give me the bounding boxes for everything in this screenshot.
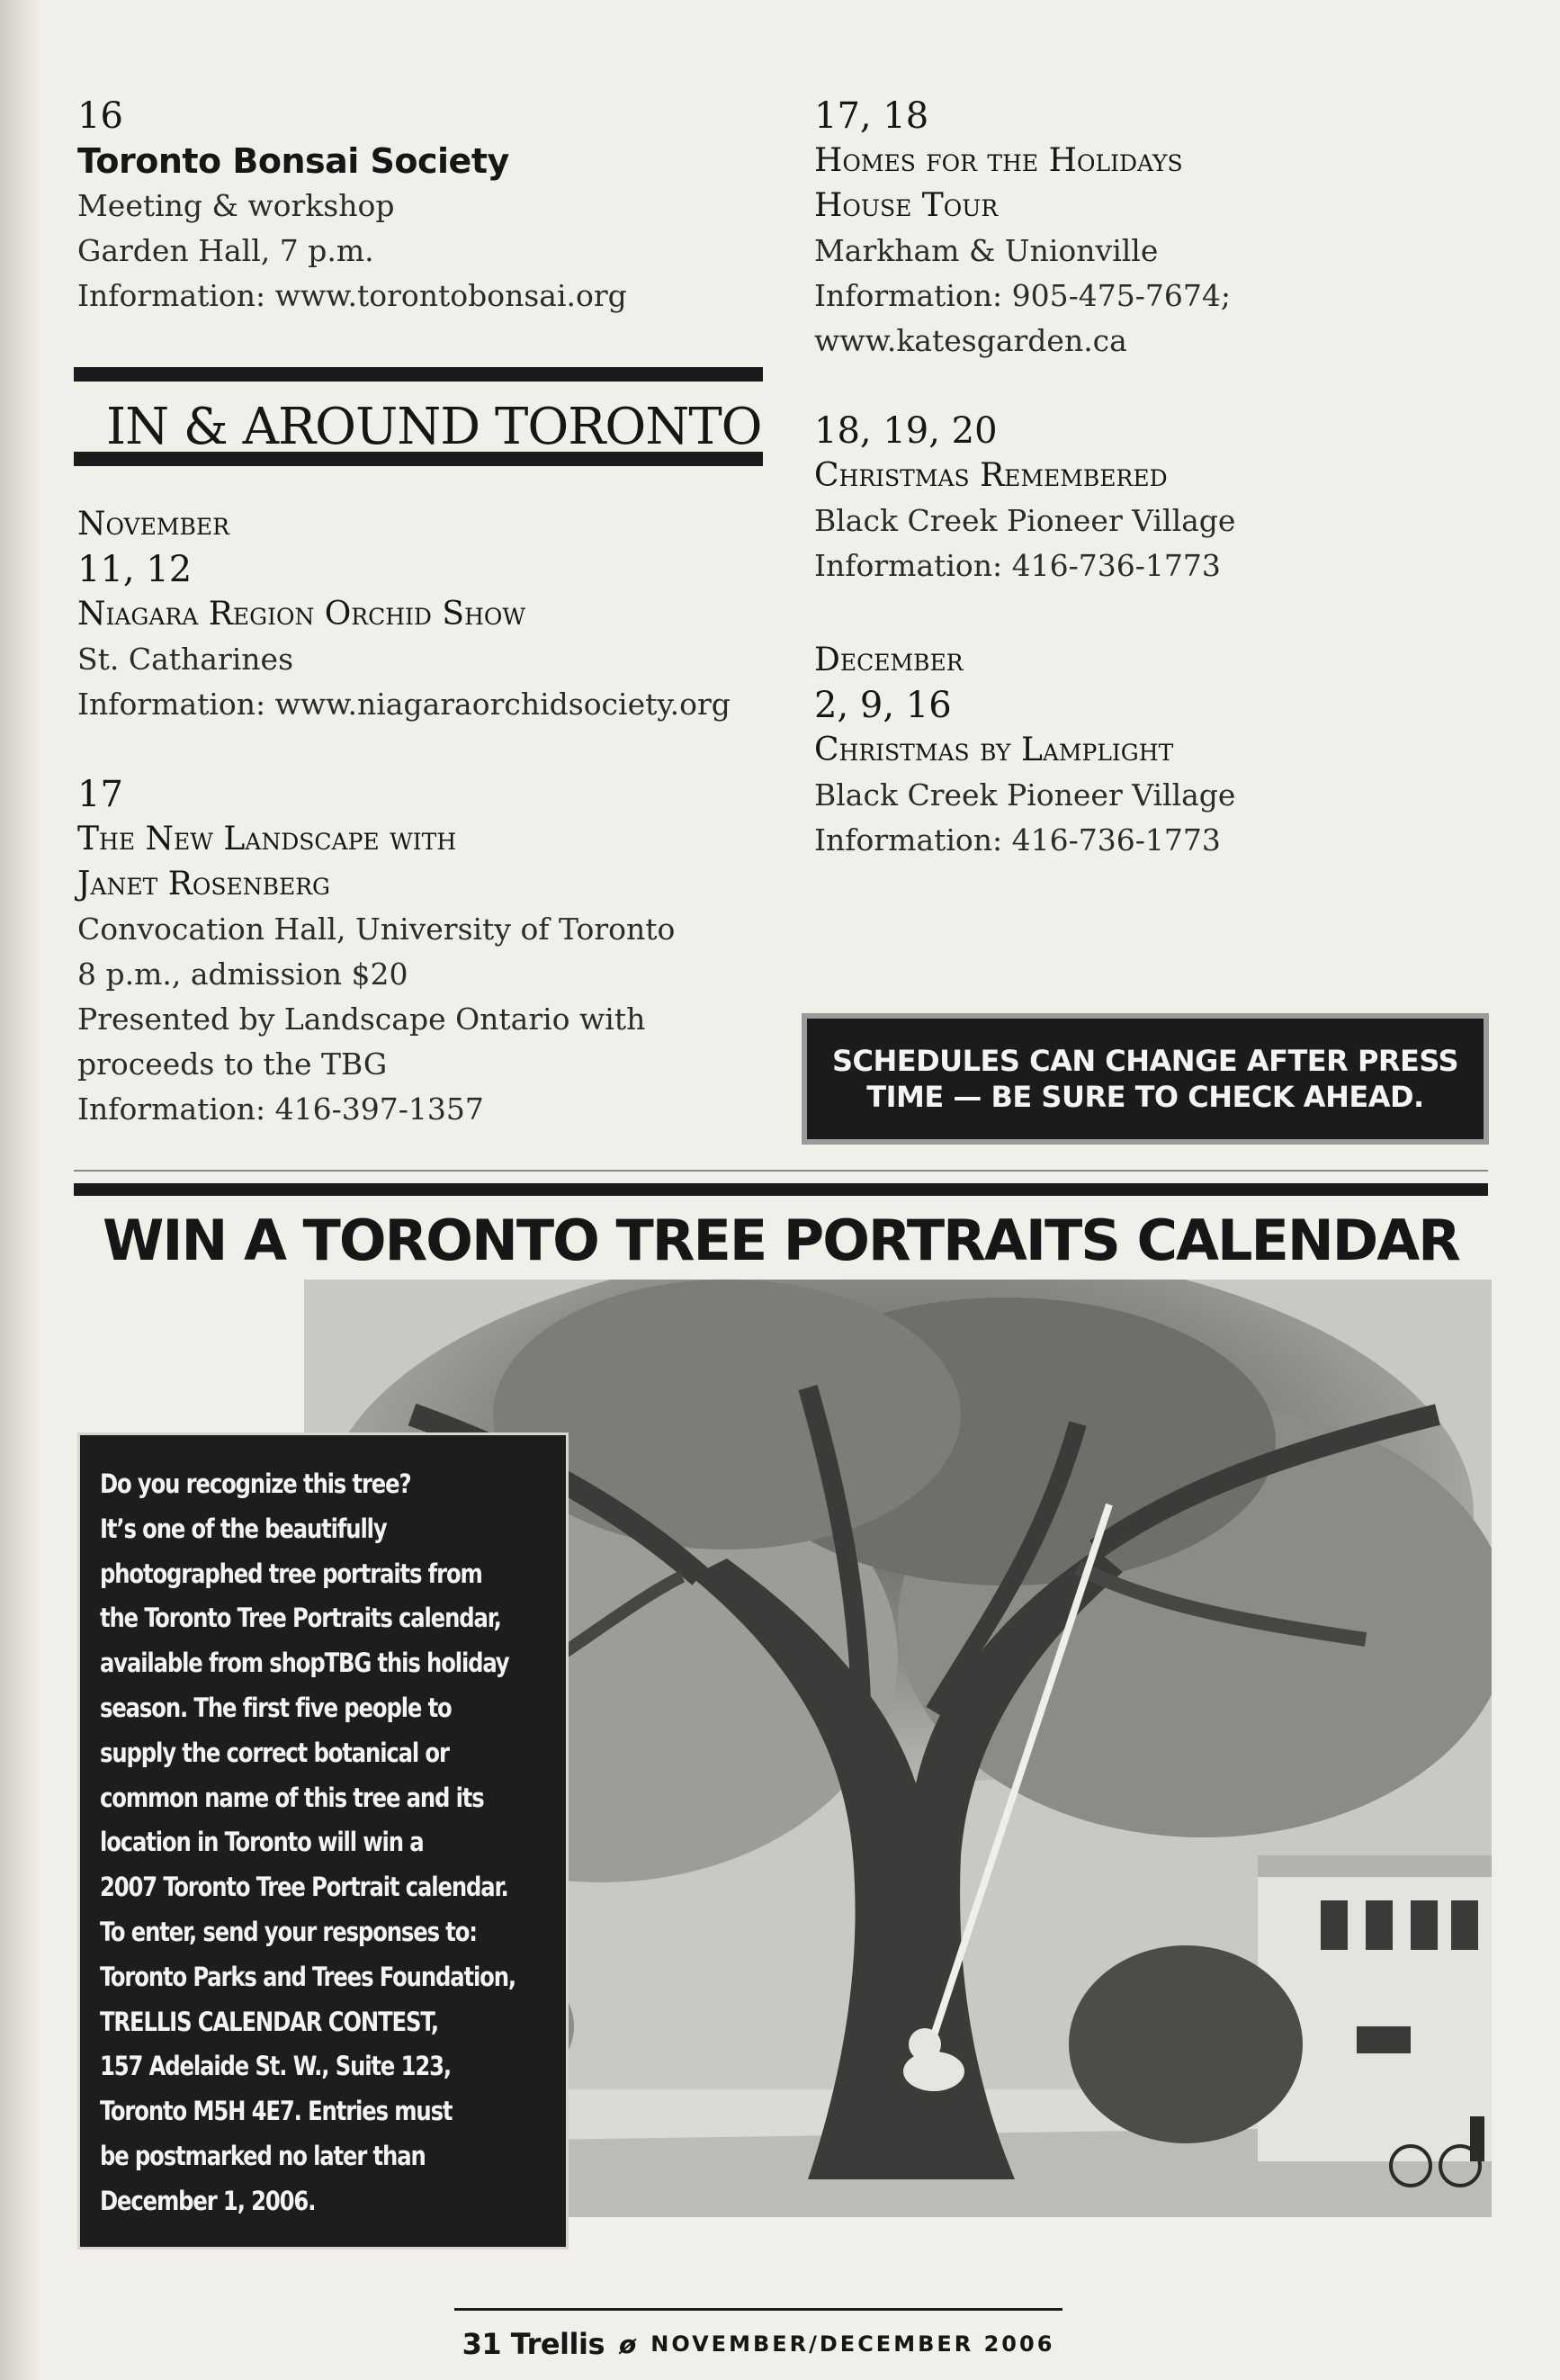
event-detail: Black Creek Pioneer Village xyxy=(814,503,1236,538)
event-detail: St. Catharines xyxy=(77,642,294,677)
event-detail: Meeting & workshop xyxy=(77,188,395,223)
event-date: 2, 9, 16 xyxy=(814,685,952,726)
contest-line: be postmarked no later than xyxy=(100,2140,426,2171)
contest-info-box xyxy=(77,1432,569,2250)
event-detail: proceeds to the TBG xyxy=(77,1046,388,1082)
event-homes xyxy=(814,94,1498,364)
event-bonsai xyxy=(77,94,761,319)
month-december xyxy=(814,638,1498,683)
event-detail: Information: 905-475-7674; xyxy=(814,278,1232,313)
event-title: Christmas by Lamplight xyxy=(814,732,1174,768)
event-detail: Convocation Hall, University of Toronto xyxy=(77,912,676,947)
issue-date: NOVEMBER/DECEMBER 2006 xyxy=(650,2331,1055,2357)
contest-line: Do you recognize this tree? xyxy=(100,1468,411,1499)
contest-heading: WIN A TORONTO TREE PORTRAITS CALENDAR xyxy=(103,1208,1459,1273)
contest-line: 157 Adelaide St. W., Suite 123, xyxy=(100,2051,451,2082)
event-detail: www.katesgarden.ca xyxy=(814,323,1127,358)
page-number: 31 Trellis xyxy=(462,2327,605,2361)
contest-line: To enter, send your responses to: xyxy=(100,1916,477,1947)
month-november xyxy=(77,502,761,547)
contest-line: 2007 Toronto Tree Portrait calendar. xyxy=(100,1872,508,1903)
event-date: 16 xyxy=(77,95,123,137)
contest-line: supply the correct botanical or xyxy=(100,1737,449,1768)
event-detail: Information: 416-736-1773 xyxy=(814,822,1221,858)
contest-line: common name of this tree and its xyxy=(100,1782,484,1813)
event-detail: Markham & Unionville xyxy=(814,233,1159,268)
section-heading-text: IN & AROUND TORONTO xyxy=(106,398,762,456)
section-heading xyxy=(74,367,763,466)
schedule-notice-text: SCHEDULES CAN CHANGE AFTER PRESS TIME — BE SURE TO CHECK AHEAD. xyxy=(807,1019,1484,1139)
event-detail: Garden Hall, 7 p.m. xyxy=(77,233,374,268)
month-label: November xyxy=(77,506,229,543)
event-detail: Presented by Landscape Ontario with xyxy=(77,1001,646,1037)
contest-line: location in Toronto will win a xyxy=(100,1827,424,1858)
page-footer xyxy=(454,2326,1062,2362)
contest-line: season. The first five people to xyxy=(100,1692,452,1723)
event-detail: Information: 416-397-1357 xyxy=(77,1091,484,1127)
event-date: 17, 18 xyxy=(814,95,929,137)
footer-rule xyxy=(454,2308,1062,2311)
contest-line: the Toronto Tree Portraits calendar, xyxy=(100,1603,501,1634)
event-date: 17 xyxy=(77,774,123,815)
page-spine-shadow xyxy=(0,0,41,2380)
event-title: Niagara Region Orchid Show xyxy=(77,596,526,633)
event-title: Homes for the Holidays House Tour xyxy=(814,142,1183,224)
contest-line: It’s one of the beautifully xyxy=(100,1513,387,1544)
event-christmas-remembered xyxy=(814,409,1498,588)
event-landscape xyxy=(77,772,761,1132)
event-detail: Black Creek Pioneer Village xyxy=(814,777,1236,813)
event-detail: Information: 416-736-1773 xyxy=(814,548,1221,583)
event-detail: 8 p.m., admission $20 xyxy=(77,956,408,992)
event-detail: Information: www.niagaraorchidsociety.org xyxy=(77,687,731,722)
schedule-notice xyxy=(802,1013,1489,1145)
contest-line: photographed tree portraits from xyxy=(100,1558,482,1589)
event-date: 18, 19, 20 xyxy=(814,410,998,452)
event-title: Christmas Remembered xyxy=(814,457,1168,494)
contest-line: TRELLIS CALENDAR CONTEST, xyxy=(100,2006,439,2037)
event-date: 11, 12 xyxy=(77,549,193,590)
contest-line: available from shopTBG this holiday xyxy=(100,1648,509,1679)
contest-line: Toronto Parks and Trees Foundation, xyxy=(100,1961,516,1992)
contest-line: Toronto M5H 4E7. Entries must xyxy=(100,2096,453,2127)
contest-line: December 1, 2006. xyxy=(100,2185,316,2216)
event-title: Toronto Bonsai Society xyxy=(77,141,509,181)
event-lamplight xyxy=(814,683,1498,863)
month-label: December xyxy=(814,642,964,678)
event-title: The New Landscape with Janet Rosenberg xyxy=(77,821,457,903)
event-detail: Information: www.torontobonsai.org xyxy=(77,278,627,313)
divider-thin xyxy=(74,1170,1488,1172)
trellis-logo-icon: ø xyxy=(619,2329,637,2359)
event-orchid xyxy=(77,547,761,727)
contest-text xyxy=(100,1462,551,2224)
divider-thick xyxy=(74,1183,1488,1196)
